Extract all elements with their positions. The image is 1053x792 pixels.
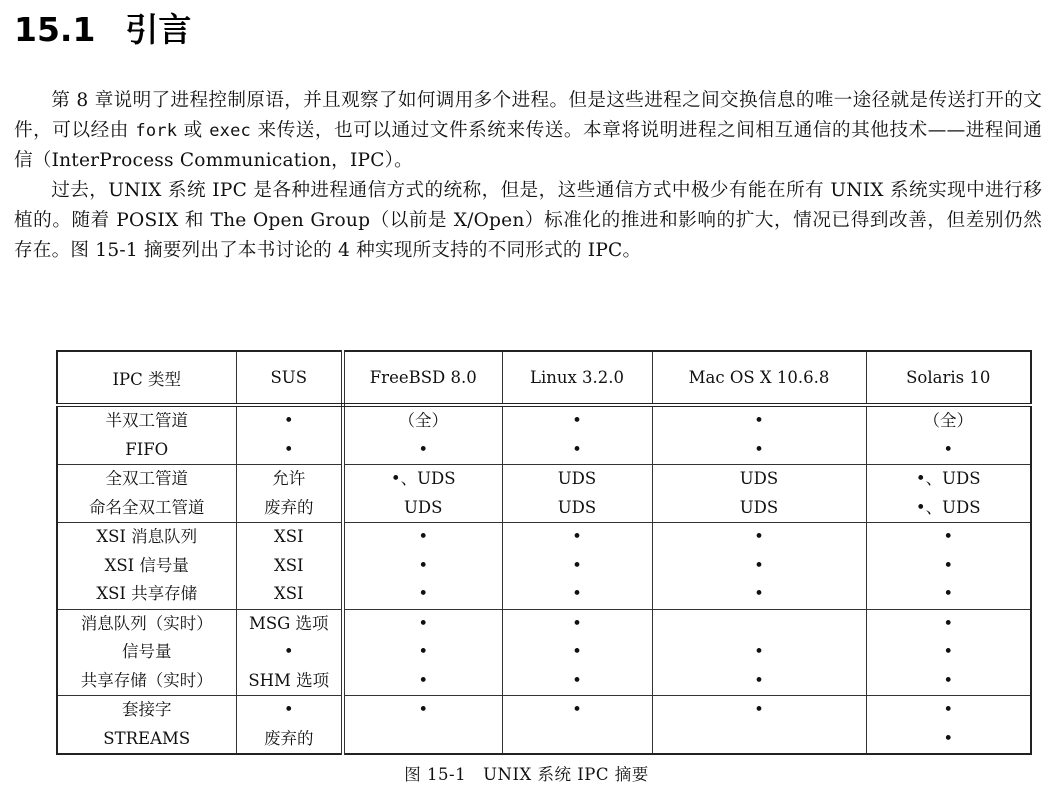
table-row xyxy=(57,523,1031,552)
table-cell: XSI 消息队列 xyxy=(57,523,236,552)
table-cell: • xyxy=(343,436,502,465)
paragraph-1-part-3: 来传送，也可以通过文件系统来传送。本章将说明进程之间相互通信的其他技术——进程间通信（InterProcess Communication，IPC）。 xyxy=(14,120,1043,171)
table-cell: 半双工管道 xyxy=(57,405,236,436)
table-cell: • xyxy=(502,552,652,581)
table-cell: MSG 选项 xyxy=(236,609,343,638)
code-exec: exec xyxy=(209,121,251,141)
body-text xyxy=(14,86,1042,266)
table-cell: （全） xyxy=(866,405,1031,436)
table-cell: • xyxy=(866,552,1031,581)
table-cell: UDS xyxy=(343,494,502,523)
table-cell: • xyxy=(502,609,652,638)
header-freebsd: FreeBSD 8.0 xyxy=(343,351,502,405)
table-cell: XSI 信号量 xyxy=(57,552,236,581)
table-cell: XSI 共享存储 xyxy=(57,580,236,609)
table-row xyxy=(57,405,1031,436)
table-cell: XSI xyxy=(236,523,343,552)
code-fork: fork xyxy=(135,121,178,141)
paragraph-1-part-2: 或 xyxy=(177,120,210,141)
table-cell: 全双工管道 xyxy=(57,465,236,494)
table-cell: • xyxy=(866,609,1031,638)
table-cell: • xyxy=(236,436,343,465)
table-cell: • xyxy=(343,696,502,725)
paragraph-1 xyxy=(14,86,1042,176)
table-row xyxy=(57,667,1031,696)
table-cell: • xyxy=(652,405,866,436)
table-header-row xyxy=(57,351,1031,405)
table-cell: •、UDS xyxy=(343,465,502,494)
table-cell: • xyxy=(502,523,652,552)
ipc-summary-table xyxy=(56,350,1032,755)
table-cell: SHM 选项 xyxy=(236,667,343,696)
table-cell: • xyxy=(236,696,343,725)
table-row xyxy=(57,436,1031,465)
table-row xyxy=(57,609,1031,638)
table-cell: • xyxy=(866,436,1031,465)
table-cell: UDS xyxy=(502,465,652,494)
table-row xyxy=(57,552,1031,581)
table-cell: • xyxy=(236,638,343,667)
header-ipc-type: IPC 类型 xyxy=(57,351,236,405)
paragraph-2: 过去，UNIX 系统 IPC 是各种进程通信方式的统称，但是，这些通信方式中极少有能在所有 UNIX 系统实现中进行移植的。随着 POSIX 和 The Open Group（以前是 X/Open）标准化的推进和影响的扩大，情况已得到改善，但差别仍然存在。图 15-1 摘要列出了本书讨论的 4 种实现所支持的不同形式的 IPC。 xyxy=(14,180,1042,261)
table-row xyxy=(57,494,1031,523)
section-number: 15.1 xyxy=(14,10,96,49)
table-cell: （全） xyxy=(343,405,502,436)
table-cell: •、UDS xyxy=(866,465,1031,494)
table-cell: • xyxy=(652,696,866,725)
table-row xyxy=(57,638,1031,667)
table-cell: 共享存储（实时） xyxy=(57,667,236,696)
table-cell xyxy=(343,725,502,755)
table-cell: • xyxy=(343,638,502,667)
header-macos: Mac OS X 10.6.8 xyxy=(652,351,866,405)
section-heading xyxy=(14,4,191,50)
table-cell: • xyxy=(652,638,866,667)
table-cell: • xyxy=(502,667,652,696)
figure-caption: 图 15-1 UNIX 系统 IPC 摘要 xyxy=(404,765,649,784)
table-cell: STREAMS xyxy=(57,725,236,755)
table-cell: • xyxy=(502,580,652,609)
table-cell: • xyxy=(343,580,502,609)
table-cell: • xyxy=(866,638,1031,667)
table-cell: • xyxy=(866,725,1031,755)
table-cell: • xyxy=(866,523,1031,552)
section-title: 引言 xyxy=(125,10,192,49)
table-cell: • xyxy=(502,638,652,667)
table-cell: UDS xyxy=(502,494,652,523)
table-cell: • xyxy=(866,667,1031,696)
paragraph-1-part-1: 第 8 章说明了进程控制原语，并且观察了如何调用多个进程。但是这些进程之间交换信息的唯一途径就是传送打开的文件，可以经由 xyxy=(14,90,1042,141)
table-cell: • xyxy=(652,580,866,609)
table-cell: • xyxy=(866,580,1031,609)
table-cell: FIFO xyxy=(57,436,236,465)
table-cell: • xyxy=(502,405,652,436)
table-cell: UDS xyxy=(652,494,866,523)
table-cell: • xyxy=(652,552,866,581)
table-cell: 废弃的 xyxy=(236,725,343,755)
table-cell: 废弃的 xyxy=(236,494,343,523)
table-cell: • xyxy=(343,523,502,552)
table-row xyxy=(57,725,1031,755)
table-cell: • xyxy=(343,609,502,638)
table-cell: XSI xyxy=(236,580,343,609)
header-solaris: Solaris 10 xyxy=(866,351,1031,405)
table-cell xyxy=(652,609,866,638)
table-cell: 命名全双工管道 xyxy=(57,494,236,523)
header-sus: SUS xyxy=(236,351,343,405)
table-cell: • xyxy=(343,552,502,581)
table-cell: UDS xyxy=(652,465,866,494)
table-cell: • xyxy=(652,667,866,696)
table-row xyxy=(57,465,1031,494)
table-cell: • xyxy=(502,696,652,725)
table-cell: •、UDS xyxy=(866,494,1031,523)
table-cell: XSI xyxy=(236,552,343,581)
table-row xyxy=(57,696,1031,725)
table-cell: 信号量 xyxy=(57,638,236,667)
table-cell xyxy=(502,725,652,755)
table-row xyxy=(57,580,1031,609)
table-cell: 套接字 xyxy=(57,696,236,725)
table-cell xyxy=(652,725,866,755)
table-cell: • xyxy=(343,667,502,696)
table-cell: • xyxy=(866,696,1031,725)
table-cell: 消息队列（实时） xyxy=(57,609,236,638)
table-cell: • xyxy=(652,523,866,552)
table-cell: • xyxy=(502,436,652,465)
header-linux: Linux 3.2.0 xyxy=(502,351,652,405)
table-cell: • xyxy=(652,436,866,465)
table-cell: 允许 xyxy=(236,465,343,494)
table-cell: • xyxy=(236,405,343,436)
